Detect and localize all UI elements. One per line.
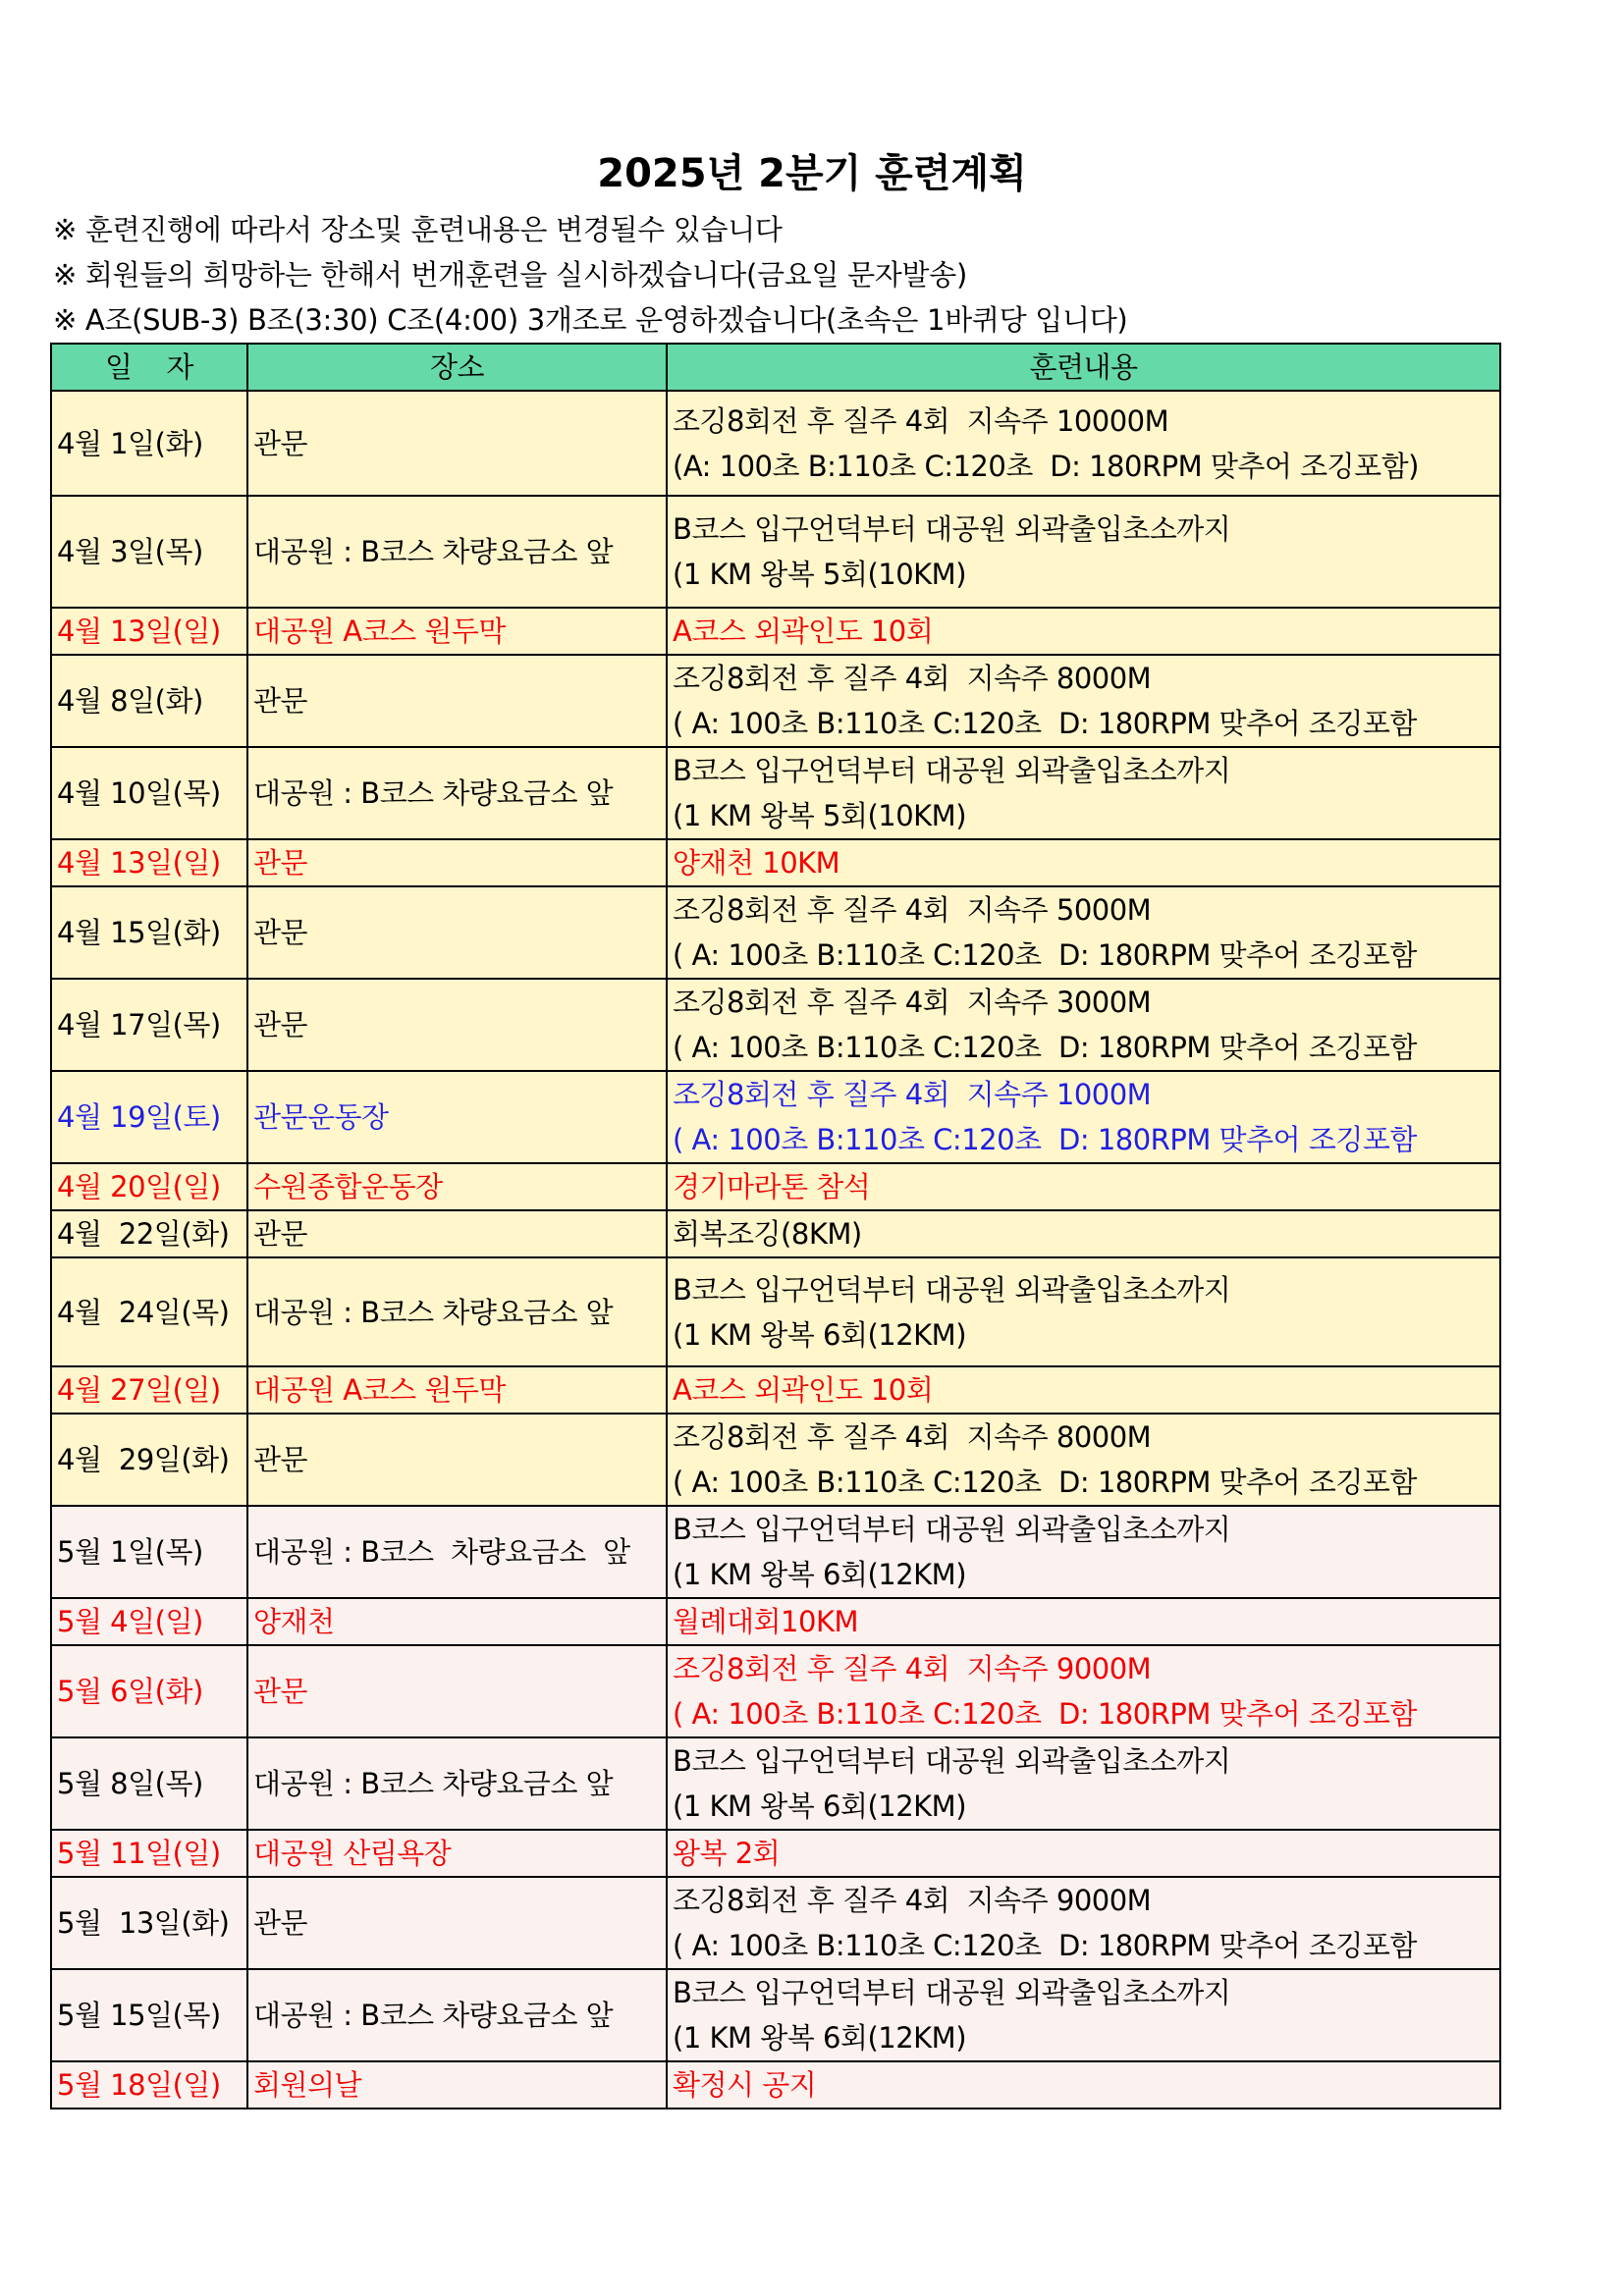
content-line: ( A: 100초 B:110초 C:120초 D: 180RPM 맞추어 조깅포함 bbox=[673, 1929, 1417, 1962]
content-line: (A: 100초 B:110초 C:120초 D: 180RPM 맞추어 조깅포함) bbox=[673, 449, 1419, 483]
note-line: ※ 회원들의 희망하는 한해서 번개훈련을 실시하겠습니다(금요일 문자발송) bbox=[53, 258, 967, 292]
table-row bbox=[51, 747, 1500, 839]
cell-content bbox=[667, 886, 1500, 979]
content-line: B코스 입구언덕부터 대공원 외곽출입초소까지 bbox=[673, 1272, 1231, 1307]
cell-place: 대공원 : B코스 차량요금소 앞 bbox=[247, 1737, 667, 1830]
content-line: ( A: 100초 B:110초 C:120초 D: 180RPM 맞추어 조깅포함 bbox=[673, 1466, 1417, 1499]
cell-date: 5월 18일(일) bbox=[51, 2061, 247, 2109]
cell-place: 관문 bbox=[247, 1414, 667, 1506]
content-line: (1 KM 왕복 5회(10KM) bbox=[673, 799, 967, 832]
table-row bbox=[51, 655, 1500, 747]
table-row bbox=[51, 1414, 1500, 1506]
training-plan-table bbox=[50, 343, 1501, 2109]
cell-content bbox=[667, 979, 1500, 1071]
content-line: 월례대회10KM bbox=[673, 1605, 858, 1638]
content-line: (1 KM 왕복 6회(12KM) bbox=[673, 1789, 967, 1823]
cell-date: 4월 3일(목) bbox=[51, 496, 247, 608]
table-row bbox=[51, 1163, 1500, 1210]
cell-date: 5월 4일(일) bbox=[51, 1598, 247, 1645]
content-line: 조깅8회전 후 질주 4회 지속주 3000M bbox=[673, 986, 1152, 1019]
content-line: (1 KM 왕복 6회(12KM) bbox=[673, 1558, 967, 1591]
cell-place: 관문 bbox=[247, 391, 667, 496]
cell-content bbox=[667, 747, 1500, 839]
content-line: 조깅8회전 후 질주 4회 지속주 9000M bbox=[673, 1652, 1152, 1685]
content-line: ( A: 100초 B:110초 C:120초 D: 180RPM 맞추어 조깅포함 bbox=[673, 938, 1417, 972]
content-line: A코스 외곽인도 10회 bbox=[673, 1373, 934, 1407]
cell-place: 대공원 : B코스 차량요금소 앞 bbox=[247, 1257, 667, 1366]
content-line: B코스 입구언덕부터 대공원 외곽출입초소까지 bbox=[673, 512, 1231, 546]
cell-date: 4월 15일(화) bbox=[51, 886, 247, 979]
table-row bbox=[51, 1210, 1500, 1257]
content-line: 경기마라톤 참석 bbox=[673, 1170, 871, 1203]
cell-date: 5월 8일(목) bbox=[51, 1737, 247, 1830]
table-row bbox=[51, 496, 1500, 608]
content-line: 양재천 10KM bbox=[673, 846, 840, 880]
table-row bbox=[51, 839, 1500, 886]
table-row bbox=[51, 886, 1500, 979]
content-line: 조깅8회전 후 질주 4회 지속주 8000M bbox=[673, 662, 1152, 695]
content-line: ( A: 100초 B:110초 C:120초 D: 180RPM 맞추어 조깅포함 bbox=[673, 1123, 1417, 1156]
cell-place: 관문 bbox=[247, 1877, 667, 1969]
table-row bbox=[51, 1257, 1500, 1366]
cell-content bbox=[667, 839, 1500, 886]
cell-place: 관문 bbox=[247, 1645, 667, 1737]
table-row bbox=[51, 1969, 1500, 2061]
cell-content bbox=[667, 1163, 1500, 1210]
cell-content bbox=[667, 1598, 1500, 1645]
content-line: B코스 입구언덕부터 대공원 외곽출입초소까지 bbox=[673, 1513, 1231, 1546]
cell-date: 5월 1일(목) bbox=[51, 1506, 247, 1598]
cell-date: 4월 19일(토) bbox=[51, 1071, 247, 1163]
table-row bbox=[51, 1506, 1500, 1598]
cell-place: 관문 bbox=[247, 979, 667, 1071]
header-place: 장소 bbox=[247, 344, 667, 391]
cell-content bbox=[667, 1071, 1500, 1163]
cell-content bbox=[667, 608, 1500, 655]
cell-content bbox=[667, 496, 1500, 608]
cell-place: 관문 bbox=[247, 1210, 667, 1257]
notes bbox=[53, 207, 1127, 343]
content-line: ( A: 100초 B:110초 C:120초 D: 180RPM 맞추어 조깅포함 bbox=[673, 707, 1417, 740]
table-body bbox=[51, 391, 1500, 2109]
header-date: 일 자 bbox=[51, 344, 247, 391]
cell-place: 대공원 : B코스 차량요금소 앞 bbox=[247, 496, 667, 608]
cell-place: 수원종합운동장 bbox=[247, 1163, 667, 1210]
cell-content bbox=[667, 655, 1500, 747]
cell-content bbox=[667, 1645, 1500, 1737]
page-title: 2025년 2분기 훈련계획 bbox=[597, 151, 1027, 196]
cell-place: 대공원 : B코스 차량요금소 앞 bbox=[247, 1969, 667, 2061]
cell-content bbox=[667, 1257, 1500, 1366]
header-content: 훈련내용 bbox=[667, 344, 1500, 391]
cell-content bbox=[667, 1877, 1500, 1969]
content-line: 회복조깅(8KM) bbox=[673, 1217, 862, 1251]
content-line: ( A: 100초 B:110초 C:120초 D: 180RPM 맞추어 조깅포함 bbox=[673, 1031, 1417, 1064]
content-line: 조깅8회전 후 질주 4회 지속주 1000M bbox=[673, 1078, 1152, 1111]
cell-date: 4월 8일(화) bbox=[51, 655, 247, 747]
cell-content bbox=[667, 1210, 1500, 1257]
table-row bbox=[51, 1071, 1500, 1163]
table-row bbox=[51, 1877, 1500, 1969]
cell-date: 5월 13일(화) bbox=[51, 1877, 247, 1969]
cell-content bbox=[667, 391, 1500, 496]
content-line: B코스 입구언덕부터 대공원 외곽출입초소까지 bbox=[673, 1744, 1231, 1778]
cell-date: 4월 29일(화) bbox=[51, 1414, 247, 1506]
cell-place: 대공원 A코스 원두막 bbox=[247, 1366, 667, 1414]
table-row bbox=[51, 1830, 1500, 1877]
cell-place: 대공원 A코스 원두막 bbox=[247, 608, 667, 655]
cell-place: 대공원 산림욕장 bbox=[247, 1830, 667, 1877]
cell-date: 4월 13일(일) bbox=[51, 608, 247, 655]
cell-place: 관문 bbox=[247, 886, 667, 979]
cell-date: 4월 24일(목) bbox=[51, 1257, 247, 1366]
content-line: 조깅8회전 후 질주 4회 지속주 9000M bbox=[673, 1884, 1152, 1917]
cell-content bbox=[667, 1969, 1500, 2061]
cell-date: 4월 1일(화) bbox=[51, 391, 247, 496]
content-line: (1 KM 왕복 6회(12KM) bbox=[673, 1317, 967, 1352]
cell-date: 5월 15일(목) bbox=[51, 1969, 247, 2061]
cell-date: 4월 17일(목) bbox=[51, 979, 247, 1071]
cell-content bbox=[667, 1737, 1500, 1830]
cell-content bbox=[667, 1414, 1500, 1506]
note-line: ※ 훈련진행에 따라서 장소및 훈련내용은 변경될수 있습니다 bbox=[53, 213, 783, 246]
cell-place: 회원의날 bbox=[247, 2061, 667, 2109]
table-row bbox=[51, 1598, 1500, 1645]
content-line: 조깅8회전 후 질주 4회 지속주 8000M bbox=[673, 1420, 1152, 1454]
content-line: 확정시 공지 bbox=[673, 2068, 817, 2102]
table-header-row bbox=[51, 344, 1500, 391]
content-line: A코스 외곽인도 10회 bbox=[673, 614, 934, 648]
cell-place: 대공원 : B코스 차량요금소 앞 bbox=[247, 747, 667, 839]
cell-content bbox=[667, 1830, 1500, 1877]
cell-place: 관문 bbox=[247, 655, 667, 747]
content-line: ( A: 100초 B:110초 C:120초 D: 180RPM 맞추어 조깅포함 bbox=[673, 1697, 1417, 1731]
cell-place: 양재천 bbox=[247, 1598, 667, 1645]
cell-date: 5월 11일(일) bbox=[51, 1830, 247, 1877]
note-line: ※ A조(SUB-3) B조(3:30) C조(4:00) 3개조로 운영하겠습니다(초속은 1바퀴당 입니다) bbox=[53, 303, 1128, 337]
content-line: B코스 입구언덕부터 대공원 외곽출입초소까지 bbox=[673, 1976, 1231, 2009]
table-row bbox=[51, 1366, 1500, 1414]
content-line: B코스 입구언덕부터 대공원 외곽출입초소까지 bbox=[673, 754, 1231, 787]
cell-place: 대공원 : B코스 차량요금소 앞 bbox=[247, 1506, 667, 1598]
cell-date: 5월 6일(화) bbox=[51, 1645, 247, 1737]
content-line: (1 KM 왕복 5회(10KM) bbox=[673, 558, 967, 591]
table-row bbox=[51, 1645, 1500, 1737]
content-line: 왕복 2회 bbox=[673, 1837, 781, 1870]
cell-date: 4월 10일(목) bbox=[51, 747, 247, 839]
table-row bbox=[51, 1737, 1500, 1830]
table-row bbox=[51, 2061, 1500, 2109]
cell-date: 4월 13일(일) bbox=[51, 839, 247, 886]
cell-date: 4월 27일(일) bbox=[51, 1366, 247, 1414]
cell-date: 4월 22일(화) bbox=[51, 1210, 247, 1257]
cell-content bbox=[667, 1366, 1500, 1414]
cell-content bbox=[667, 2061, 1500, 2109]
cell-content bbox=[667, 1506, 1500, 1598]
cell-date: 4월 20일(일) bbox=[51, 1163, 247, 1210]
table-row bbox=[51, 608, 1500, 655]
content-line: (1 KM 왕복 6회(12KM) bbox=[673, 2021, 967, 2055]
cell-place: 관문운동장 bbox=[247, 1071, 667, 1163]
table-row bbox=[51, 391, 1500, 496]
content-line: 조깅8회전 후 질주 4회 지속주 5000M bbox=[673, 893, 1152, 927]
content-line: 조깅8회전 후 질주 4회 지속주 10000M bbox=[673, 403, 1169, 438]
cell-place: 관문 bbox=[247, 839, 667, 886]
table-row bbox=[51, 979, 1500, 1071]
